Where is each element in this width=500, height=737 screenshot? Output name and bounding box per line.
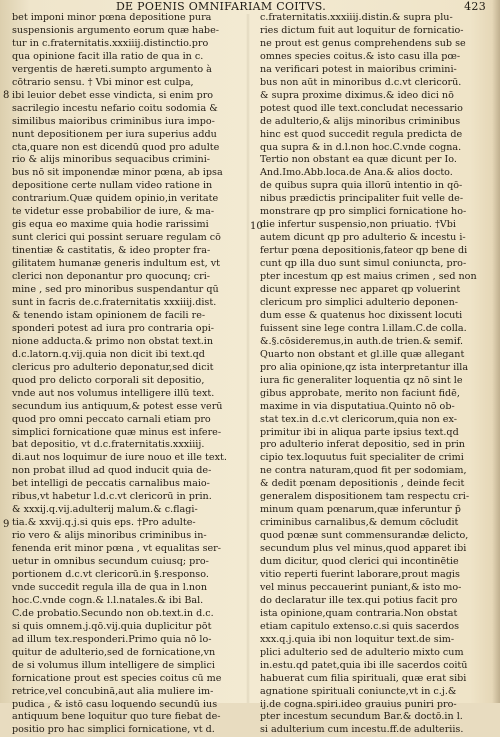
text-line: ad illum tex.responderi.Primo quia nō lo-	[12, 633, 212, 645]
text-line: & supra proxime diximus.& ideo dici nō	[260, 89, 454, 101]
text-line: fuissent sine lege contra l.illam.C.de colla.	[260, 322, 467, 334]
text-line: simplici fornicatione quæ minus est infere-	[12, 426, 222, 438]
text-line: bat depositio, vt d.c.fraternitatis.xxxiiij.	[12, 439, 205, 451]
text-line: nione adducta.& primo non obstat text.in	[12, 335, 214, 347]
text-line: ibi leuior debet esse vindicta, si enim pro	[12, 89, 214, 101]
text-line: si adulterium cum incestu.ff.de adulteriis.	[260, 724, 464, 736]
text-line: fertur pœna depositionis,fateor qp bene di	[260, 245, 468, 257]
text-line: do declaratur ille tex.qui potius facit pro	[260, 594, 458, 606]
text-line: bet imponi minor pœna depositione pura	[12, 12, 212, 23]
text-line: te videtur esse probabilior de iure, & ma-	[12, 206, 215, 218]
text-line: dum dicitur, quod clerici qui incontinētie	[260, 556, 459, 568]
right-column	[260, 12, 488, 736]
text-line: contrarium.Quæ quidem opinio,in veritate	[12, 193, 219, 205]
text-line: pro adulterio inferat depositio, sed in prin	[260, 439, 465, 451]
text-line: ne contra naturam,quod fit per sodomiam,	[260, 465, 467, 477]
text-line: tia.& xxvij.q.j.si quis eps. †Pro adulte-	[12, 517, 196, 529]
text-line: in.estu.qd patet,quia ibi ille sacerdos coitū	[260, 659, 468, 671]
text-line: antiquum bene loquitur quo ture fiebat de-	[12, 711, 221, 723]
text-line: vitio reperti fuerint laborare,prout magis	[260, 568, 460, 580]
text-line: vnde succedit regula illa de qua in l.non	[12, 581, 208, 593]
running-head: DE POENIS OMNIFARIAM COITVS.	[115, 0, 327, 13]
text-line: cunt qp illa duo sunt simul coniuncta, pro-	[260, 258, 467, 270]
text-line: nibus prædictis principaliter fuit velle de-	[260, 193, 464, 205]
text-line: c.fraternitatis.xxxiiij.distin.& supra plu-	[260, 12, 453, 23]
text-line: sunt clerici qui possint seruare regulam cō	[12, 232, 221, 244]
text-line: non probat illud ad quod inducit quia de-	[12, 465, 212, 477]
text-line: & xxxij.q.vij.adulterij malum.& c.flagi-	[12, 504, 198, 516]
text-line: maxime in via disputatiua.Quinto nō ob-	[260, 400, 455, 412]
text-line: gibus approbate, merito non faciunt fidē,	[260, 387, 460, 399]
text-line: ne prout est genus comprehendens sub se	[260, 37, 466, 49]
text-line: cōtrario sensu. † Vbi minor est culpa,	[12, 76, 194, 88]
text-line: similibus maioribus criminibus iura impo-	[12, 115, 215, 127]
text-line: tur in c.fraternitatis.xxxiiij.distinctio.pro	[12, 37, 209, 49]
text-line: dicunt expresse nec apparet qp voluerint	[260, 284, 461, 296]
text-line: pter incestum secundum Bar.& doctō.in l.	[260, 711, 463, 723]
text-line: ista opinione,quam contraria.Non obstat	[260, 607, 458, 619]
text-line: secundum plus vel minus,quod apparet ibi	[260, 543, 467, 555]
text-line: stat tex.in d.c.vt clericorum,quia non ex-	[260, 413, 457, 425]
text-line: bus nō sit imponendæ minor pœna, ab ipsa	[12, 167, 223, 179]
text-line: portionem d.c.vt clericorū.in §.responso.	[12, 568, 209, 580]
text-line: qua opinione facit illa ratio de qua in c.	[12, 50, 204, 62]
text-line: qua supra & in d.l.non hoc.C.vnde cogna.	[260, 141, 462, 153]
text-line: vergentis de hæreti.sumpto argumento à	[12, 63, 212, 75]
text-line: pter incestum qp est maius crimen , sed non	[260, 271, 477, 283]
text-line: iura fic generaliter loquentia qz nō sint le	[260, 374, 463, 386]
column-gutter	[246, 14, 250, 703]
text-line: primitur ibi in aliqua parte ipsius text.qd	[260, 426, 459, 438]
text-line: fenenda erit minor pœna , vt equalitas ser-	[12, 543, 221, 555]
text-line: & dedit pœnam depositionis , deinde fecit	[260, 478, 465, 490]
text-line: hoc.C.vnde cogn.& l.l.natales.& ibi Bal.	[12, 594, 204, 606]
text-line: si quis omnem.j.qō.vij.quia duplicitur pōt	[12, 620, 212, 632]
text-line: rio vero & alijs minoribus criminibus in-	[12, 530, 207, 542]
margin-mark: 8	[3, 90, 10, 101]
text-line: mine , sed pro minoribus suspendantur qū	[12, 284, 219, 296]
text-line: And.Imo.Abb.loca.de Ana.& alios docto.	[260, 167, 453, 179]
text-line: ij.de cogna.spiri.ideo grauius puniri pro-	[260, 698, 457, 710]
text-line: tinentiæ & castitatis, & ideo propter fra-	[12, 245, 211, 257]
text-line: d.c.latorn.q.vij.quia non dicit ibi text.qd	[12, 348, 205, 360]
text-line: dum esse & quatenus hoc dixissent locuti	[260, 309, 463, 321]
text-line: autem dicunt qp pro adulterio & incestu i-	[260, 232, 466, 244]
page-number: 423	[464, 0, 486, 13]
text-line: hinc est quod succedit regula predicta de	[260, 128, 463, 140]
text-line: quod pro delicto corporali sit depositio,	[12, 374, 205, 386]
text-line: pudica , & istō casu loquendo secundū ius	[12, 698, 218, 710]
text-line: quitur de adulterio,sed de fornicatione,vn	[12, 646, 216, 658]
left-column	[12, 12, 236, 736]
text-line: ribus,vt habetur l.d.c.vt clericorū in prin.	[12, 491, 212, 503]
text-line: bus non aūt in minoribus d.c.vt clericorū.	[260, 76, 462, 88]
text-line: retrice,vel concubinā,aut alia muliere im-	[12, 685, 214, 697]
text-line: clerici non deponantur pro quocunq; cri-	[12, 271, 211, 283]
text-line: pro alia opinione,qz ista interpretantur illa	[260, 361, 469, 373]
text-line: gilitatem humanæ generis indultum est, vt	[12, 258, 220, 270]
text-line: de quibus supra quia illorū intentio in qō-	[260, 180, 463, 192]
text-line: uetur in omnibus secundum cuiusq; pro-	[12, 556, 209, 568]
text-line: die infertur suspensio,non priuatio. †Vbi	[260, 219, 456, 231]
text-line: generalem dispositionem tam respectu cri-	[260, 491, 470, 503]
text-line: &.§.cōsideremus,in auth.de trien.& semif.	[260, 335, 464, 347]
text-line: di.aut nos loquimur de iure nouo et ille text.	[12, 452, 227, 464]
text-line: clericum pro simplici adulterio deponen-	[260, 296, 459, 308]
text-line: & tenendo istam opinionem de facili re-	[12, 309, 206, 321]
text-line: agnatione spirituali coniuncte,vt in c.j.&	[260, 685, 457, 697]
text-line: vel minus peccauerint puniant,& isto mo-	[260, 581, 462, 593]
text-line: clericus pro adulterio deponatur,sed dicit	[12, 361, 214, 373]
text-line: sunt in facris de.c.fraternitatis xxxiiij.dist.	[12, 296, 217, 308]
text-line: minum quam pœnarum,quæ inferuntur p̄	[260, 504, 461, 516]
text-line: sacrilegio incestu nefario coitu sodomia &	[12, 102, 218, 114]
page-edge-shadow	[492, 0, 500, 703]
text-line: positio pro hac simplici fornicatione, vt d.	[12, 724, 215, 736]
text-line: omnes species coitus.& isto casu illa pœ-	[260, 50, 461, 62]
text-line: secundum ius antiquum,& potest esse verū	[12, 400, 223, 412]
text-line: criminibus carnalibus,& demum cōcludit	[260, 517, 459, 529]
text-line: ries dictum fuit aut loquitur de fornicatio-	[260, 24, 464, 36]
text-line: quod pœnæ sunt commensurandæ delicto,	[260, 530, 469, 542]
text-line: habuerat cum filia spirituali, quæ erat sibi	[260, 672, 467, 684]
text-line: cipio tex.loquutus fuit specialiter de crimi	[260, 452, 464, 464]
text-line: etiam capitulo extenso.c.si quis sacerdos	[260, 620, 460, 632]
text-line: fornicatione prout est species coitus cū me	[12, 672, 222, 684]
text-line: Quarto non obstant et gl.ille quæ allegant	[260, 348, 465, 360]
text-line: C.de probatio.Secundo non ob.text.in d.c.	[12, 607, 214, 619]
text-line: suspensionis argumento eorum quæ habe-	[12, 24, 219, 36]
text-line: quod pro omni peccato carnali etiam pro	[12, 413, 211, 425]
text-line: xxx.q.j.quia ibi non loquitur text.de sim-	[260, 633, 455, 645]
text-line: na verificari potest in maioribus crimini-	[260, 63, 457, 75]
margin-mark: 10	[250, 221, 263, 232]
text-line: cta,quare non est dicendū quod pro adulte	[12, 141, 220, 153]
text-line: sponderi potest ad iura pro contraria opi-	[12, 322, 215, 334]
text-line: potest quod ille text.concludat necessario	[260, 102, 463, 114]
text-line: vnde aut nos volumus intelligere illū text.	[12, 387, 215, 399]
text-line: plici adulterio sed de adulterio mixto cum	[260, 646, 464, 658]
text-line: rio & alijs minoribus sequacibus crimini-	[12, 154, 210, 166]
text-line: monstrare qp pro simplici fornicatione ho-	[260, 206, 467, 218]
text-line: de si volumus illum intelligere de simplici	[12, 659, 215, 671]
text-line: depositione certe nullam video ratione in	[12, 180, 213, 192]
margin-mark: 9	[3, 519, 10, 530]
text-line: Tertio non obstant ea quæ dicunt per Io.	[260, 154, 457, 166]
text-line: de adulterio,& alijs minoribus criminibus	[260, 115, 461, 127]
text-line: gis equa eo maxime quia hodie rarissimi	[12, 219, 209, 231]
text-line: nunt depositionem per iura superius addu	[12, 128, 217, 140]
text-line: bet intelligi de peccatis carnalibus maio-	[12, 478, 210, 490]
